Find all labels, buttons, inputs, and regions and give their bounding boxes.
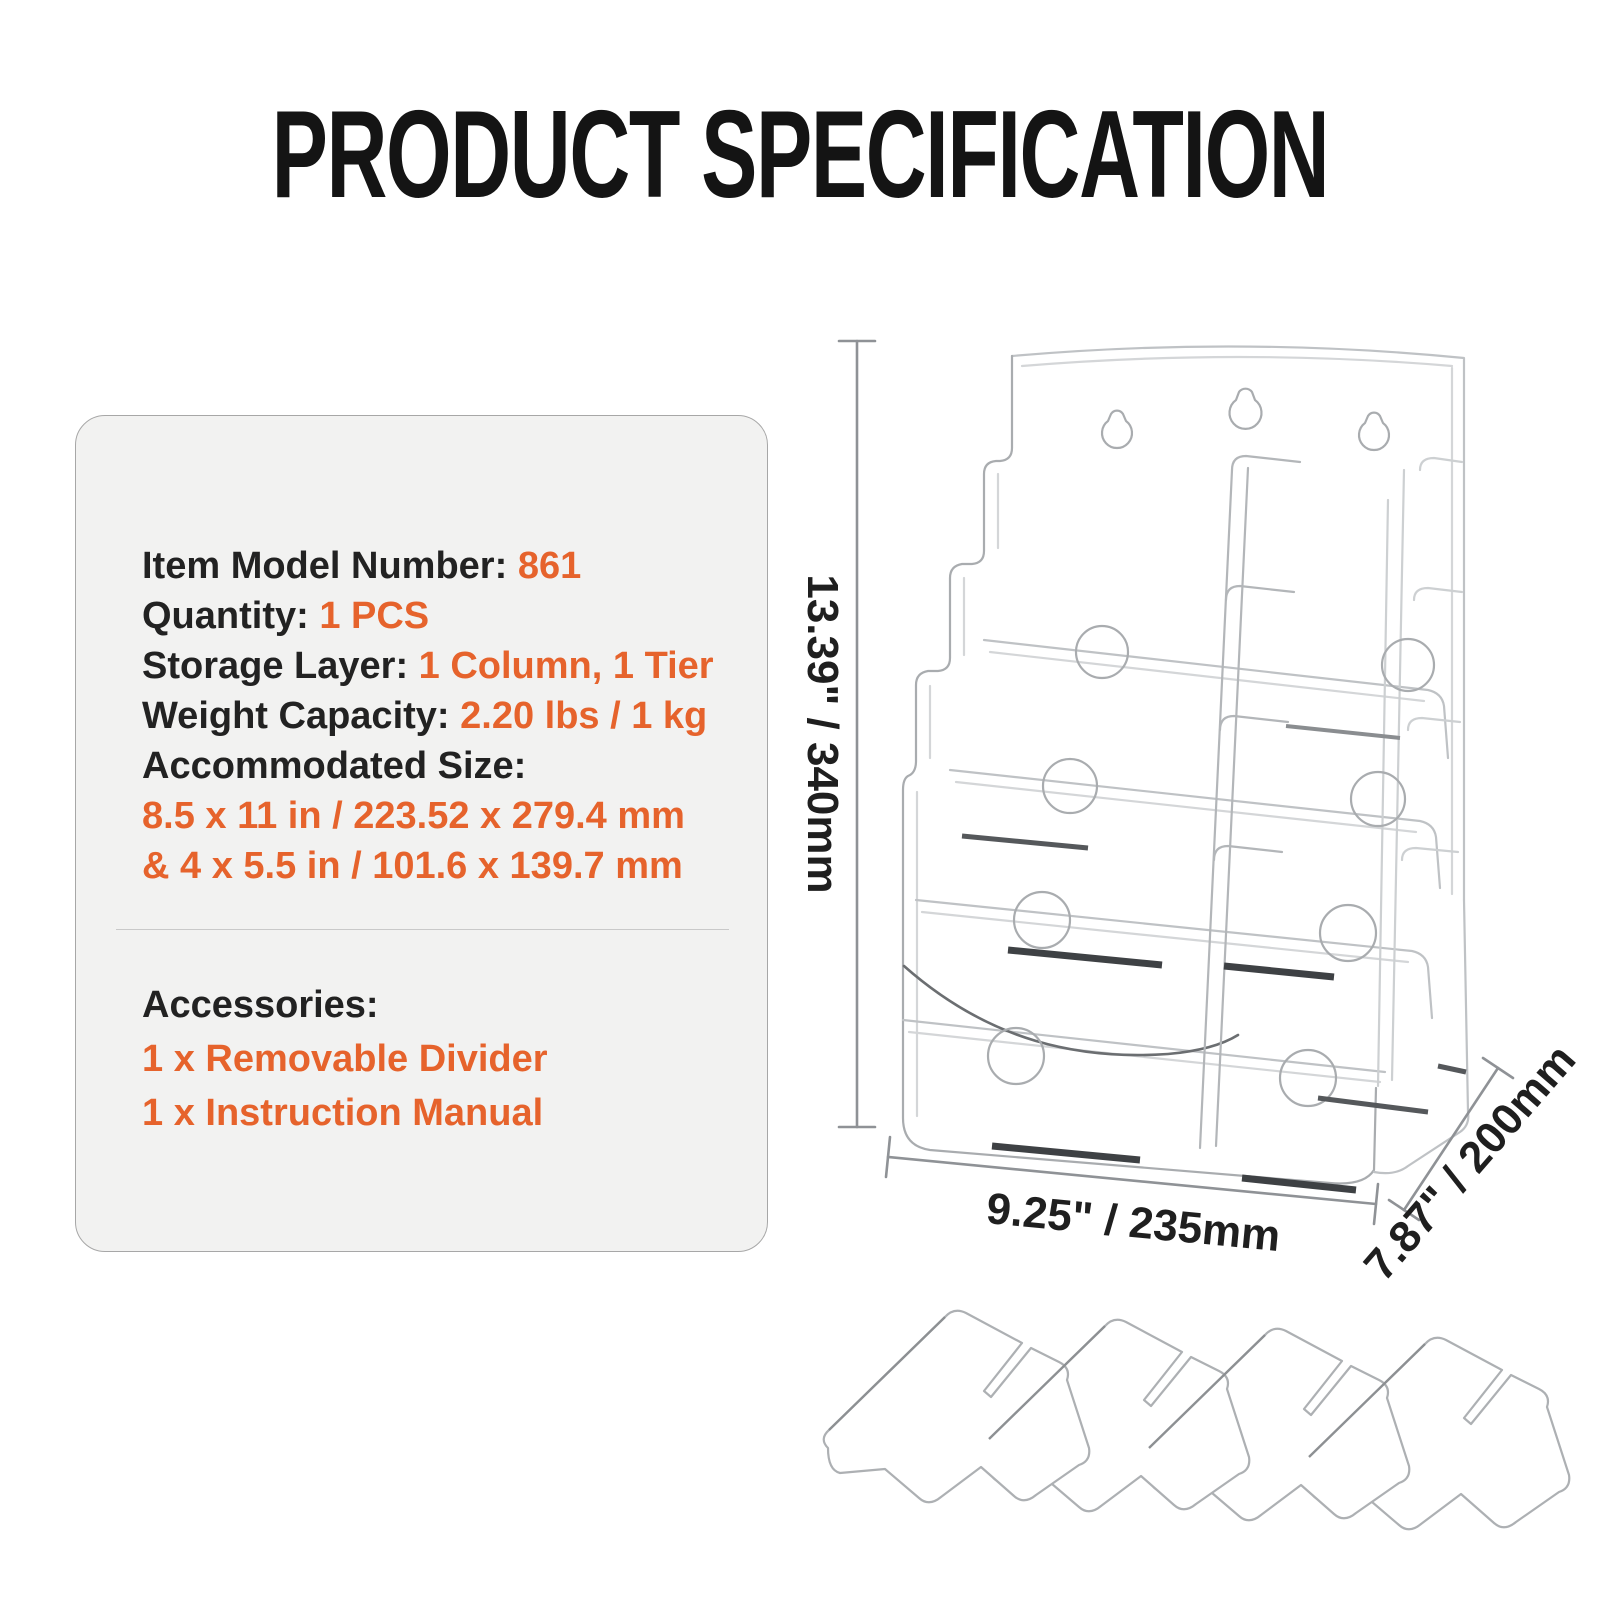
tier-lips	[903, 640, 1448, 1082]
front-scoop-curve	[904, 966, 1238, 1055]
width-dimension-label: 9.25" / 235mm	[984, 1184, 1283, 1262]
left-staircase-edge	[903, 356, 1376, 1183]
removable-dividers-drawing	[824, 1311, 1570, 1530]
spec-row-size-letter: 8.5 x 11 in / 223.52 x 279.4 mm	[142, 795, 685, 837]
finger-holes	[988, 626, 1434, 1106]
page-title: PRODUCT SPECIFICATION	[271, 86, 1329, 224]
keyhole-slots	[1102, 389, 1389, 450]
brochure-holder-drawing	[903, 346, 1468, 1190]
spec-row-quantity: Quantity: 1 PCS	[142, 595, 430, 637]
spec-row-accommodated-size: Accommodated Size:	[142, 745, 527, 787]
accessory-item-divider: 1 x Removable Divider	[142, 1038, 548, 1080]
depth-dimension-label: 7.87" / 200mm	[1354, 1035, 1586, 1290]
right-inner-wall	[1378, 458, 1462, 1086]
spec-row-model: Item Model Number: 861	[142, 545, 582, 587]
accessories-heading: Accessories:	[142, 984, 379, 1026]
accessory-item-manual: 1 x Instruction Manual	[142, 1092, 544, 1134]
dimension-annotations	[839, 341, 1513, 1224]
spec-row-size-small: & 4 x 5.5 in / 101.6 x 139.7 mm	[142, 845, 683, 887]
height-dimension-label: 13.39" / 340mm	[798, 574, 847, 894]
spec-row-weight-capacity: Weight Capacity: 2.20 lbs / 1 kg	[142, 695, 708, 737]
shelf-edge-shadows	[962, 726, 1466, 1190]
spec-row-storage-layer: Storage Layer: 1 Column, 1 Tier	[142, 645, 714, 687]
